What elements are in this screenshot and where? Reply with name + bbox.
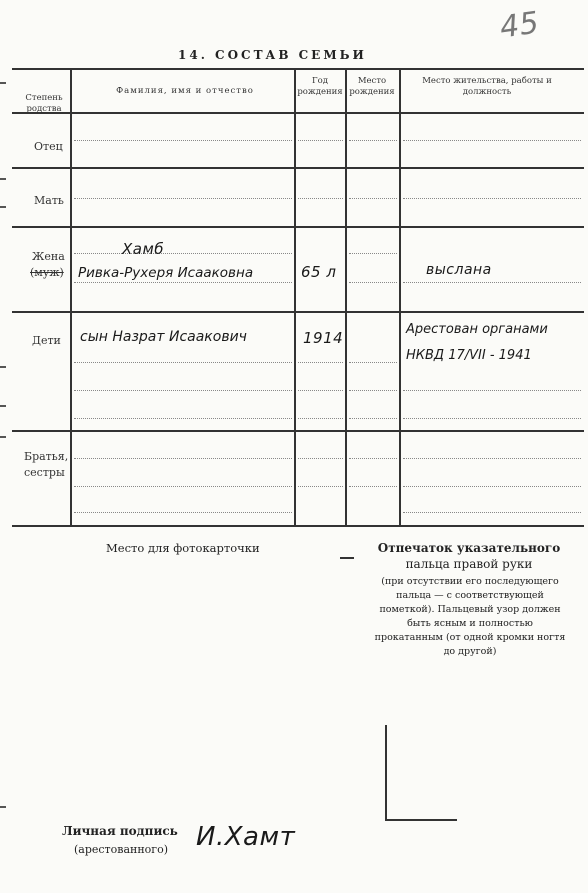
- table-bottom-border: [12, 525, 584, 527]
- header-relation: Степень родства: [25, 93, 63, 114]
- row-label-mother: Мать: [34, 194, 64, 207]
- dash-mark: [340, 557, 354, 559]
- fingerprint-box-left: [385, 725, 387, 820]
- row-divider-mother: [12, 226, 584, 228]
- row-label-siblings: Братья, сестры: [24, 450, 69, 479]
- row-label-wife: Жена: [32, 250, 65, 263]
- wife-name: Ривка-Рухеря Исааковна: [78, 265, 254, 281]
- col-divider-1: [70, 68, 72, 526]
- header-bottom-border: [12, 112, 584, 114]
- fingerprint-note: (при отсутствии его последующего пальца — с соответствующей пометкой). Пальцевый узор должен быть ясным и полностью прокатанным (от одной кромки ногтя до другой): [374, 576, 566, 657]
- col-divider-3: [345, 68, 347, 526]
- child-birth-year: 1914: [303, 329, 344, 347]
- child-residence-line2: НКВД 17/VII - 1941: [406, 348, 532, 363]
- section-title: 14. СОСТАВ СЕМЬИ: [178, 48, 367, 62]
- header-birth-year: Год рождения: [297, 76, 343, 97]
- fingerprint-box-bottom: [385, 819, 457, 821]
- signature-sub: (арестованного): [74, 843, 168, 856]
- wife-surname: Хамб: [122, 240, 165, 258]
- header-birth-place: Место рождения: [349, 76, 395, 97]
- table-top-border: [12, 68, 584, 70]
- row-divider-children: [12, 430, 584, 432]
- signature-label: Личная подпись: [62, 824, 178, 838]
- fingerprint-title-1: Отпечаток указательного: [377, 541, 561, 555]
- header-residence: Место жительства, работы и должность: [422, 76, 552, 97]
- row-divider-father: [12, 167, 584, 169]
- wife-residence: выслана: [426, 262, 492, 278]
- photo-label: Место для фотокарточки: [106, 541, 260, 555]
- child-residence-line1: Арестован органами: [406, 322, 548, 337]
- wife-age: 65 л: [301, 263, 337, 281]
- col-divider-2: [294, 68, 296, 526]
- header-name: Фамилия, имя и отчество: [116, 86, 254, 96]
- row-label-wife-struck: (муж): [30, 266, 64, 279]
- row-label-children: Дети: [32, 334, 61, 347]
- row-divider-wife: [12, 311, 584, 313]
- child-name: сын Назрат Исаакович: [80, 329, 247, 345]
- page-number: 45: [497, 5, 542, 46]
- row-label-father: Отец: [34, 140, 63, 153]
- fingerprint-title-2: пальца правой руки: [405, 557, 533, 571]
- col-divider-4: [399, 68, 401, 526]
- signature-value: И.Хамт: [196, 822, 296, 852]
